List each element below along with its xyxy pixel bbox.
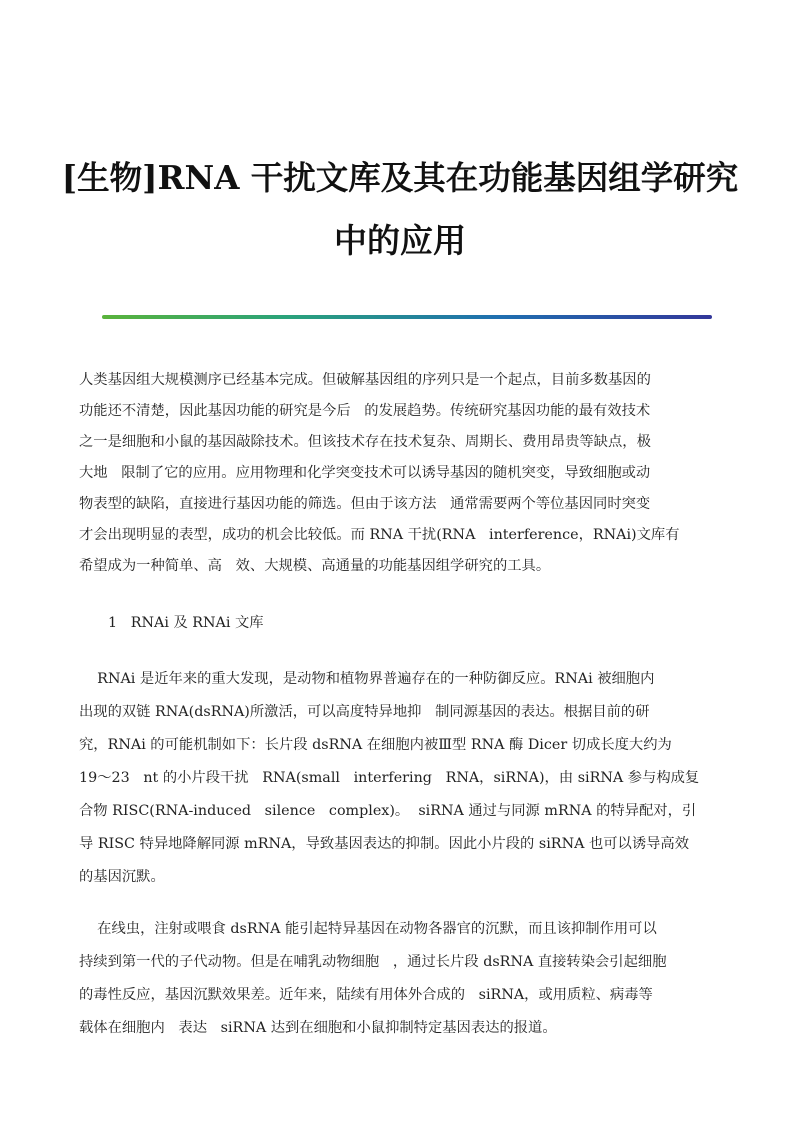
title-divider-rule bbox=[102, 315, 712, 319]
document-title-line-1: [生物]RNA 干扰文库及其在功能基因组学研究 bbox=[61, 158, 739, 197]
paragraph-3-line: 载体在细胞内 表达 siRNA 达到在细胞和小鼠抑制特定基因表达的报道。 bbox=[79, 1020, 557, 1036]
section-heading: 1 RNAi 及 RNAi 文库 bbox=[108, 615, 264, 631]
paragraph-1-line: 功能还不清楚，因此基因功能的研究是今后 的发展趋势。传统研究基因功能的最有效技术 bbox=[79, 403, 651, 419]
paragraph-2-line: 出现的双链 RNA(dsRNA)所激活，可以高度特异地抑 制同源基因的表达。根据目前的研 bbox=[79, 704, 650, 720]
paragraph-2-line: 19～23 nt 的小片段干扰 RNA(small interfering RNA，siRNA)，由 siRNA 参与构成复 bbox=[79, 770, 700, 786]
paragraph-2-line: 合物 RISC(RNA-induced silence complex)。 siRNA 通过与同源 mRNA 的特异配对，引 bbox=[79, 803, 697, 819]
paragraph-1-line: 大地 限制了它的应用。应用物理和化学突变技术可以诱导基因的随机突变，导致细胞或动 bbox=[79, 465, 651, 481]
paragraph-1-line: 之一是细胞和小鼠的基因敲除技术。但该技术存在技术复杂、周期长、费用昂贵等缺点，极 bbox=[79, 434, 651, 450]
paragraph-3-line: 在线虫，注射或喂食 dsRNA 能引起特异基因在动物各器官的沉默，而且该抑制作用可以 bbox=[79, 921, 657, 937]
paragraph-1-line: 才会出现明显的表型，成功的机会比较低。而 RNA 干扰(RNA interference，RNAi)文库有 bbox=[79, 527, 680, 543]
paragraph-1-line: 人类基因组大规模测序已经基本完成。但破解基因组的序列只是一个起点，目前多数基因的 bbox=[79, 372, 651, 388]
paragraph-3-line: 的毒性反应，基因沉默效果差。近年来，陆续有用体外合成的 siRNA，或用质粒、病毒等 bbox=[79, 987, 653, 1003]
paragraph-1-line: 物表型的缺陷，直接进行基因功能的筛选。但由于该方法 通常需要两个等位基因同时突变 bbox=[79, 496, 651, 512]
paragraph-2-line: 究，RNAi 的可能机制如下：长片段 dsRNA 在细胞内被Ⅲ型 RNA 酶 Dicer 切成长度大约为 bbox=[79, 737, 672, 753]
document-title-line-2: 中的应用 bbox=[334, 221, 466, 260]
paragraph-2-line: RNAi 是近年来的重大发现，是动物和植物界普遍存在的一种防御反应。RNAi 被细胞内 bbox=[79, 671, 655, 687]
paragraph-1-line: 希望成为一种简单、高 效、大规模、高通量的功能基因组学研究的工具。 bbox=[79, 558, 551, 574]
paragraph-2-line: 导 RISC 特异地降解同源 mRNA，导致基因表达的抑制。因此小片段的 siRNA 也可以诱导高效 bbox=[79, 836, 690, 852]
paragraph-3-line: 持续到第一代的子代动物。但是在哺乳动物细胞 ，通过长片段 dsRNA 直接转染会引起细胞 bbox=[79, 954, 667, 970]
paragraph-2-line: 的基因沉默。 bbox=[79, 869, 165, 885]
